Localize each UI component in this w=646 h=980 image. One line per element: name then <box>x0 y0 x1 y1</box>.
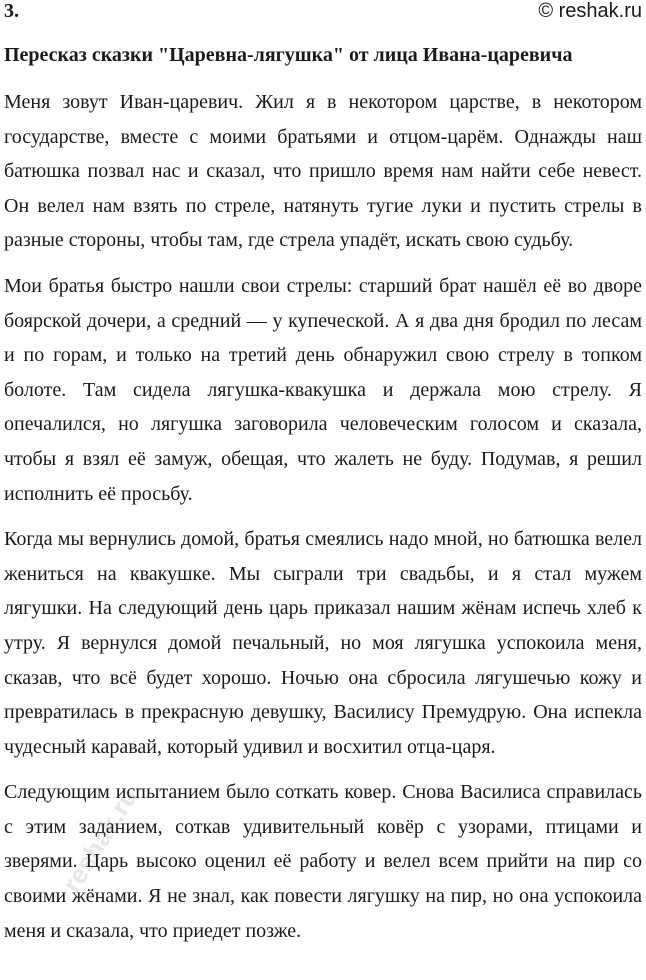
paragraph-3: Когда мы вернулись домой, братья смеялись надо мной, но батюшка велел жениться на квакушке. Мы сыграли три свадьбы, и я стал мужем лягушки. На следующий день царь приказал нашим жёнам испечь хлеб к утру. Я вернулся домой печальный, но моя лягушка успокоила меня, сказав, что всё будет хорошо. Ночью она сбросила лягушечью кожу и превратилась в прекрасную девушку, Василису Премудрую. Она испекла чудесный каравай, который удивил и восхитил отца-царя. <box>4 528 642 758</box>
source-credit: © reshak.ru <box>538 0 642 22</box>
watermark-text: reshak.ru <box>55 782 144 898</box>
document-body <box>4 85 642 959</box>
paragraph-4: Следующим испытанием было соткать ковер. Снова Василиса справилась с этим заданием, соткав удивительный ковёр с узорами, птицами и зверями. Царь высоко оценил её работу и велел всем прийти на пир со своими жёнами. Я не знал, как повести лягушку на пир, но она успокоила меня и сказала, что приедет позже. <box>4 781 642 942</box>
paragraph-1: Меня зовут Иван-царевич. Жил я в некотором царстве, в некотором государстве, вместе с моими братьями и отцом-царём. Однажды наш батюшка позвал нас и сказал, что пришло время нам найти себе невест. Он велел нам взять по стреле, натянуть тугие луки и пустить стрелы в разные стороны, чтобы там, где стрела упадёт, искать свою судьбу. <box>4 91 642 252</box>
page-header <box>0 0 646 26</box>
paragraph-2: Мои братья быстро нашли свои стрелы: старший брат нашёл её во дворе боярской дочери, а средний — у купеческой. А я два дня бродил по лесам и по горам, и только на третий день обнаружил свою стрелу в топком болоте. Там сидела лягушка-квакушка и держала мою стрелу. Я опечалился, но лягушка заговорила человеческим голосом и сказала, чтобы я взял её замуж, обещая, что жалеть не буду. Подумав, я решил исполнить её просьбу. <box>4 274 642 505</box>
task-number: 3. <box>4 0 19 22</box>
document-title: Пересказ сказки "Царевна-лягушка" от лица Ивана-царевича <box>4 44 573 66</box>
